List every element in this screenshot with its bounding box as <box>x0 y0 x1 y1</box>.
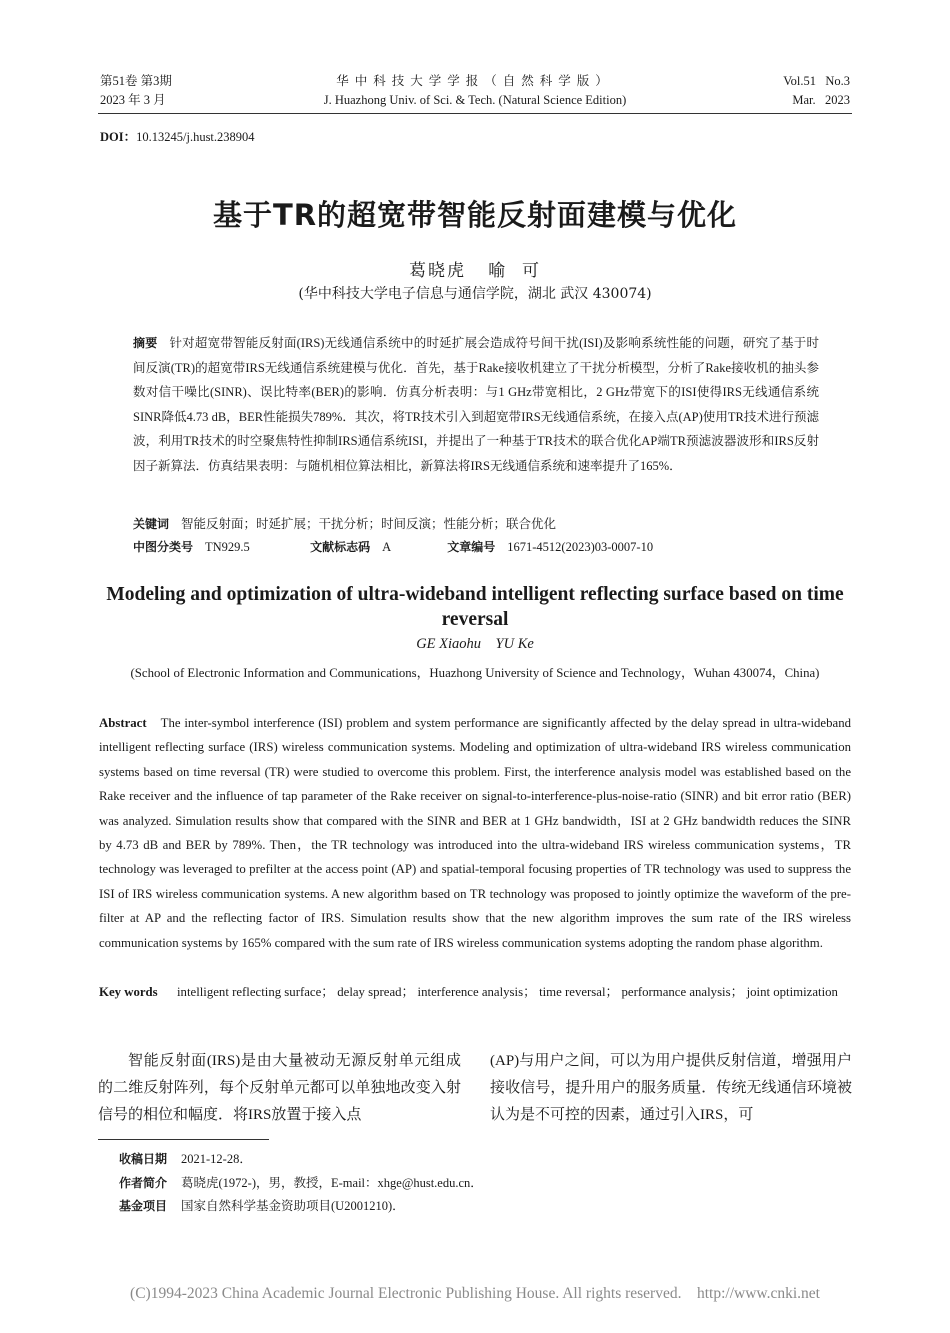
keywords-en-text: intelligent reflecting surface； delay spread； interference analysis； time reversal； performance analysis； joint optimization <box>177 985 838 999</box>
keywords-cn-text: 智能反射面；时延扩展；干扰分析；时间反演；性能分析；联合优化 <box>181 516 557 531</box>
header-rule <box>98 113 852 114</box>
clc-value: TN929.5 <box>205 540 250 554</box>
doi-label: DOI： <box>100 130 137 144</box>
doi-line <box>100 127 255 145</box>
footnote-fund <box>119 1195 483 1219</box>
received-label: 收稿日期 <box>119 1152 168 1166</box>
copyright-notice: (C)1994-2023 China Academic Journal Electronic Publishing House. All rights reserved. http://www.cnki.net <box>130 1285 820 1302</box>
article-no-label: 文章编号 <box>447 540 496 554</box>
abstract-cn-text: 针对超宽带智能反射面(IRS)无线通信系统中的时延扩展会造成符号间干扰(ISI)及影响系统性能的问题，研究了基于时间反演(TR)的超宽带IRS无线通信系统建模与优化．首先，基于Rake接收机建立了干扰分析模型，分析了Rake接收机的抽头参数对信干噪比(SINR)、误比特率(BER)的影响．仿真分析表明：与1 GHz带宽相比，2 GHz带宽下的ISI使得IRS无线通信系统SINR降低4.73 dB，BER性能损失789%．其次，将TR技术引入到超宽带IRS无线通信系统，在接入点(AP)使用TR技术进行预滤波，利用TR技术的时空聚焦特性抑制IRS通信系统ISI，并提出了一种基于TR技术的联合优化AP端TR预滤波器波形和IRS反射因子新算法．仿真结果表明：与随机相位算法相比，新算法将IRS无线通信系统和速率提升了165%． <box>133 336 819 473</box>
classification-line <box>133 536 653 558</box>
page-title-cn: 基于TR的超宽带智能反射面建模与优化 <box>212 198 738 232</box>
footnote-received <box>119 1148 483 1172</box>
header-journal <box>250 72 700 110</box>
author-value: 葛晓虎(1972-)，男，教授，E-mail：xhge@hust.edu.cn． <box>181 1175 483 1190</box>
abstract-cn-label: 摘要 <box>133 336 158 350</box>
footnote-rule <box>98 1139 269 1140</box>
abstract-en-label: Abstract <box>99 716 147 730</box>
page-title-en: Modeling and optimization of ultra-wideband intelligent reflecting surface based on time reversal <box>106 584 844 630</box>
authors-en: GE Xiaohu YU Ke <box>416 636 534 652</box>
authors-cn: 葛晓虎 喻 可 <box>408 261 542 281</box>
journal-name-cn: 华中科技大学学报（自然科学版） <box>336 74 614 88</box>
header-issue <box>100 72 172 110</box>
header-vol-no: Vol.51 No.3 <box>783 74 850 88</box>
header-volume-issue: 第51卷 第3期 <box>100 74 172 88</box>
keywords-cn <box>133 513 556 535</box>
abstract-cn <box>133 331 819 478</box>
keywords-cn-label: 关键词 <box>133 517 170 531</box>
footnotes <box>119 1148 483 1219</box>
author-label: 作者简介 <box>119 1175 168 1190</box>
affiliation-cn: (华中科技大学电子信息与通信学院，湖北 武汉 430074) <box>298 286 652 302</box>
abstract-en <box>99 711 851 955</box>
journal-name-en: J. Huazhong Univ. of Sci. & Tech. (Natural Science Edition) <box>323 93 627 107</box>
doc-code-value: A <box>382 540 392 554</box>
doi-value[interactable]: 10.13245/j.hust.238904 <box>136 130 255 144</box>
affiliation-en: (School of Electronic Information and Communications，Huazhong University of Science and Technology，Wuhan 430074，China) <box>130 666 820 680</box>
header-date-cn: 2023 年 3 月 <box>100 93 166 107</box>
article-no-value: 1671-4512(2023)03-0007-10 <box>507 540 654 554</box>
header-vol <box>783 72 850 110</box>
fund-value: 国家自然科学基金资助项目(U2001210)． <box>181 1199 405 1213</box>
clc-label: 中图分类号 <box>133 540 194 554</box>
received-value: 2021-12-28． <box>181 1152 252 1166</box>
header-date-en: Mar. 2023 <box>792 93 850 107</box>
abstract-en-text: The inter-symbol interference (ISI) problem and system performance are significantly affected by the delay spread in ultra-wideband intelligent reflecting surface (IRS) wireless communication systems. Modeling and optimization of ultra-wideband IRS wireless communication systems based on time reversal (TR) were studied to overcome this problem. First, the interference analysis model was established based on the Rake receiver and the influence of tap parameter of the Rake receiver on signal-to-interference-plus-noise-ratio (SINR) and bit error ratio (BER) was analyzed. Simulation results show that compared with the SINR and BER at 1 GHz bandwidth，ISI at 2 GHz bandwidth reduces the SINR by 4.73 dB and BER by 789%. Then，the TR technology was introduced into the ultra-wideband IRS wireless communication systems，TR technology was leveraged to prefilter at the access point (AP) and spatial-temporal focusing properties of TR technology was used to suppress the ISI of IRS wireless communication systems. A new algorithm based on TR technology was proposed to jointly optimize the waveform of the pre-filter at AP and the reflecting factor of IRS. Simulation results show that the new algorithm improves the sum rate of the IRS wireless communication systems by 165% compared with the sum rate of IRS wireless communication systems adopting the random phase algorithm. <box>99 716 851 950</box>
footnote-author <box>119 1172 483 1196</box>
keywords-en-label: Key words <box>99 985 158 999</box>
fund-label: 基金项目 <box>119 1199 168 1213</box>
body-column-left: 智能反射面(IRS)是由大量被动无源反射单元组成的二维反射阵列，每个反射单元都可以单独地改变入射信号的相位和幅度．将IRS放置于接入点 <box>98 1053 461 1123</box>
body-column-right: (AP)与用户之间，可以为用户提供反射信道，增强用户接收信号，提升用户的服务质量．传统无线通信环境被认为是不可控的因素，通过引入IRS，可 <box>490 1053 852 1123</box>
doc-code-label: 文献标志码 <box>310 540 371 554</box>
